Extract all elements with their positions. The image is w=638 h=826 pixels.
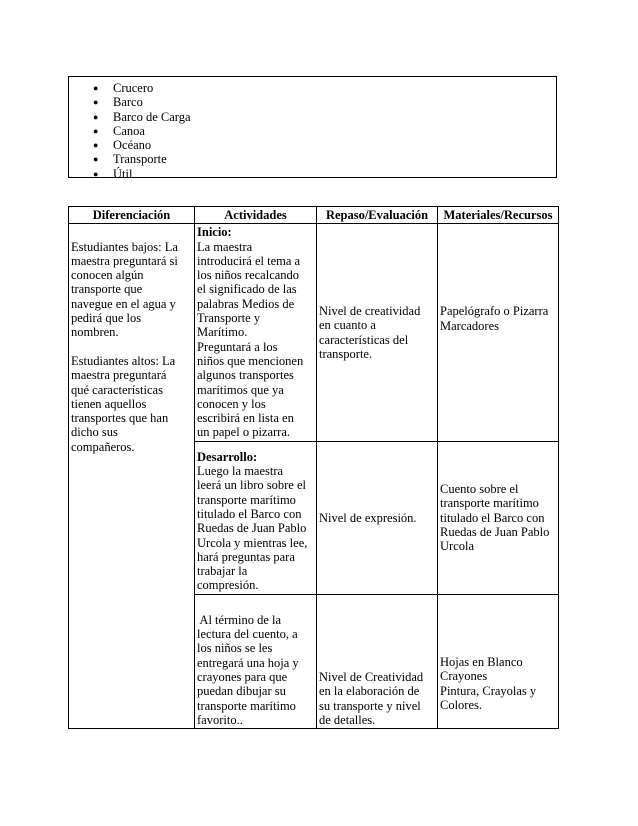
text-line: Transporte y: [197, 311, 261, 326]
text-line: escribirá en lista en: [197, 411, 294, 426]
text-line: Nivel de Creatividad: [319, 669, 424, 684]
materials-text: [440, 655, 556, 712]
text-line: Estudiantes altos: La: [71, 353, 176, 368]
text-line: en la elaboración de: [319, 684, 420, 699]
text-line: La maestra: [197, 239, 253, 254]
review-cell: [317, 441, 438, 594]
text-line: Al término de la: [197, 612, 282, 627]
text-line: Hojas en Blanco: [440, 654, 523, 669]
vocabulary-box: [68, 76, 557, 181]
list-item: ● Océano: [93, 138, 152, 153]
review-text: [319, 670, 435, 727]
activity-cell-desarrollo: [195, 441, 317, 594]
text-line: en cuanto a: [319, 318, 376, 333]
text-line: transportes que han: [71, 411, 169, 426]
bullet-icon: ●: [93, 97, 99, 108]
text-line: leerá un libro sobre el: [197, 478, 306, 493]
vocabulary-list: [69, 77, 556, 181]
text-line: Urcola: [440, 539, 475, 554]
text-line: Ruedas de Juan Pablo: [440, 524, 550, 539]
text-line: Cuento sobre el: [440, 481, 519, 496]
list-item: ● Barco: [93, 95, 143, 110]
text-line: de detalles.: [319, 712, 376, 727]
activity-cell-cierre: [195, 594, 317, 728]
text-line: qué características: [71, 382, 163, 397]
text-line: Luego la maestra: [197, 464, 284, 479]
text-line: hará preguntas para: [197, 549, 295, 564]
text-line: Crayones: [440, 669, 488, 684]
text-line: marítimos que ya: [197, 382, 284, 397]
text-line: Urcola y mientras lee,: [197, 535, 308, 550]
bullet-icon: ●: [93, 125, 99, 136]
materials-text: [440, 482, 556, 553]
text-line: el significado de las: [197, 282, 297, 297]
text-line: introducirá el tema a: [197, 253, 301, 268]
materials-cell: [438, 594, 559, 728]
bullet-icon: ●: [93, 154, 99, 165]
table-row: [69, 224, 559, 441]
table-header-row: [69, 207, 559, 224]
text-line: transporte.: [319, 346, 373, 361]
text-line: palabras Medios de: [197, 296, 295, 311]
text-line: Estudiantes bajos: La: [71, 239, 178, 254]
text-line: Pintura, Crayolas y: [440, 683, 537, 698]
text-line: dicho sus: [71, 425, 118, 440]
list-item: ● Canoa: [93, 123, 145, 138]
text-line: características del: [319, 332, 409, 347]
text-line: maestra preguntará: [71, 368, 167, 383]
text-line: favorito..: [197, 712, 243, 727]
text-line: su transporte y nivel: [319, 698, 421, 713]
text-line: los niños recalcando: [197, 268, 300, 283]
text-line: titulado el Barco con: [197, 506, 302, 521]
materials-cell: [438, 441, 559, 594]
differentiation-cell: [69, 224, 195, 729]
activity-text: [197, 464, 314, 593]
text-line: algunos transportes: [197, 368, 294, 383]
review-text: [319, 304, 435, 361]
text-line: maestra preguntará si: [71, 253, 178, 268]
header-differentiation: Diferenciación: [69, 207, 195, 224]
review-cell: [317, 594, 438, 728]
header-materials: Materiales/Recursos: [438, 207, 559, 224]
text-line: trabajar la: [197, 564, 248, 579]
text-line: Preguntará a los: [197, 339, 278, 354]
text-line: Colores.: [440, 697, 483, 712]
text-line: crayones para que: [197, 669, 288, 684]
materials-text: [440, 304, 556, 333]
text-line: niños que mencionen: [197, 353, 304, 368]
text-line: transporte que: [71, 282, 143, 297]
text-line: Papelógrafo o Pizarra: [440, 304, 549, 319]
text-line: transporte marítimo: [197, 698, 296, 713]
header-review: Repaso/Evaluación: [317, 207, 438, 224]
text-line: transporte marítimo: [440, 496, 539, 511]
activity-cell-inicio: [195, 224, 317, 441]
activity-text: [197, 613, 314, 727]
text-line: compañeros.: [71, 439, 135, 454]
header-activities: Actividades: [195, 207, 317, 224]
materials-cell: [438, 224, 559, 441]
spacer: [71, 340, 192, 354]
activity-title: Inicio:: [197, 225, 232, 240]
text-line: los niños se les: [197, 641, 273, 656]
review-text: [319, 511, 435, 525]
text-line: Nivel de creatividad: [319, 303, 421, 318]
diff-low-text: [71, 240, 192, 340]
activity-title: Desarrollo:: [197, 449, 258, 464]
text-line: pedirá que los: [71, 311, 142, 326]
bullet-icon: ●: [93, 111, 99, 122]
list-item: ● Útil: [93, 166, 133, 181]
activity-text: [197, 240, 314, 440]
list-item: ● Crucero: [93, 81, 154, 95]
text-line: conocen algún: [71, 268, 144, 283]
bullet-icon: ●: [93, 168, 99, 179]
text-line: compresión.: [197, 578, 259, 593]
list-item: ● Transporte: [93, 152, 167, 167]
text-line: transporte marítimo: [197, 492, 296, 507]
text-line: Ruedas de Juan Pablo: [197, 521, 307, 536]
text-line: puedan dibujar su: [197, 684, 286, 699]
text-line: tienen aquellos: [71, 396, 147, 411]
text-line: Marítimo.: [197, 325, 248, 340]
text-line: titulado el Barco con: [440, 510, 545, 525]
bullet-icon: ●: [93, 140, 99, 151]
text-line: un papel o pizarra.: [197, 425, 291, 440]
lesson-plan-table: [68, 206, 559, 729]
review-cell: [317, 224, 438, 441]
text-line: conocen y los: [197, 396, 266, 411]
text-line: Nivel de expresión.: [319, 510, 417, 525]
text-line: lectura del cuento, a: [197, 627, 298, 642]
spacer: [71, 225, 192, 239]
diff-high-text: [71, 354, 192, 454]
bullet-icon: ●: [93, 83, 99, 93]
list-item: ● Barco de Carga: [93, 109, 191, 124]
text-line: entregará una hoja y: [197, 655, 299, 670]
text-line: nombren.: [71, 325, 119, 340]
text-line: navegue en el agua y: [71, 296, 176, 311]
text-line: Marcadores: [440, 318, 499, 333]
